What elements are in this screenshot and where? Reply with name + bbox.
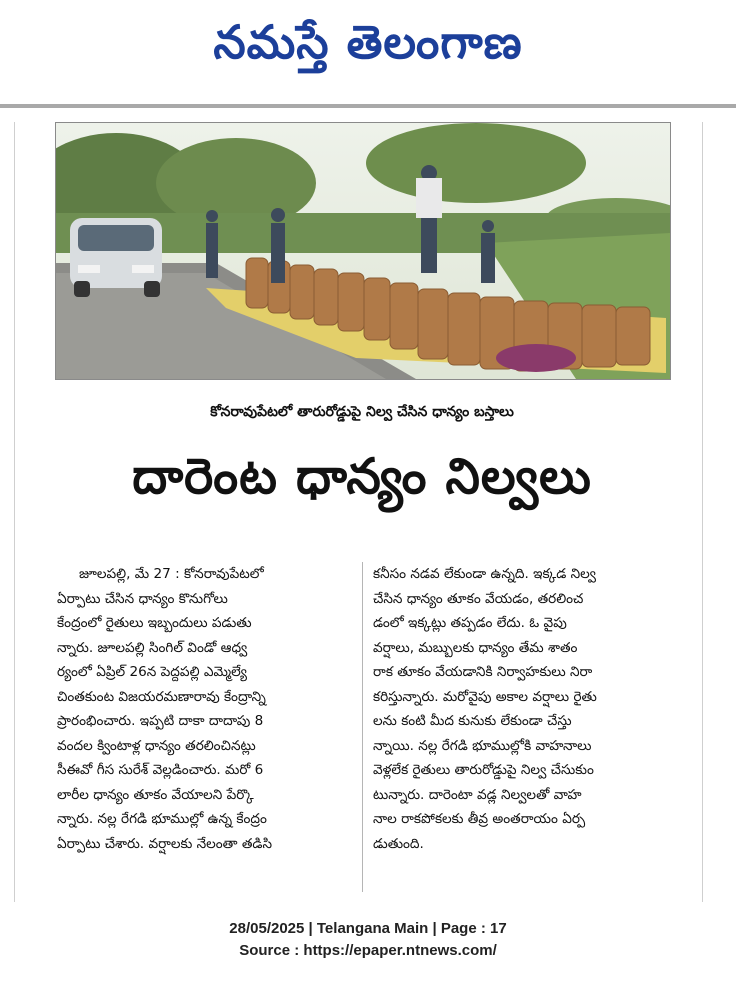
article-line: జూలపల్లి, మే 27 : కోనరావుపేటలో (79, 566, 264, 582)
page-border-right (702, 122, 703, 902)
article-line: న్నాయి. నల్ల రేగడి భూముల్లోకి వాహనాలు (373, 737, 592, 754)
article-line: వందల క్వింటాళ్ల ధాన్యం తరలించినట్లు (57, 737, 256, 754)
article-line: నాల రాకపోకలకు తీవ్ర అంతరాయం ఏర్ప (373, 811, 586, 827)
article-line: చింతకుంట విజయరమణారావు కేంద్రాన్ని (57, 688, 266, 705)
article-line: డంలో ఇక్కట్లు తప్పడం లేదు. ఓ వైపు (373, 615, 567, 631)
page-border-left (14, 122, 15, 902)
article-line: కరిస్తున్నారు. మరోవైపు అకాల వర్షాలు రైతు (373, 688, 597, 705)
article-line: కేంద్రంలో రైతులు ఇబ్బందులు పడుతు (57, 615, 252, 631)
article-line: న్నారు. జూలపల్లి సింగిల్ విండో ఆధ్వ (57, 639, 248, 656)
article-line: లను కంటి మీద కునుకు లేకుండా చేస్తు (373, 713, 572, 729)
masthead (0, 0, 736, 96)
footer-source: Source : https://epaper.ntnews.com/ (239, 942, 497, 959)
article-headline: దారెంట ధాన్యం నిల్వలు (132, 448, 592, 505)
article-line: ప్రారంభించారు. ఇప్పటి దాకా దాదాపు 8 (57, 713, 264, 729)
article-column-right (373, 562, 673, 856)
article-line: రాక తూకం వేయడానికి నిర్వాహకులు నిరా (373, 664, 593, 680)
article-line: చేసిన ధాన్యం తూకం వేయడం, తరలించ (373, 590, 584, 607)
article-line: టున్నారు. దారెంటా వడ్ల నిల్వలతో వాహ (373, 786, 582, 803)
article-line: డుతుంది. (373, 835, 424, 852)
footer-date-page: 28/05/2025 | Telangana Main | Page : 17 (229, 920, 507, 937)
newspaper-logo: నమస్తే తెలంగాణ (213, 15, 523, 69)
column-divider (362, 562, 363, 892)
article-line: ఏర్పాటు చేశారు. వర్షాలకు నేలంతా తడిసి (57, 835, 273, 852)
article-line: సీఈవో గీస సురేశ్ వెల్లడించారు. మరో 6 (57, 762, 264, 778)
article-photo (55, 122, 671, 380)
article-line: ర్యంలో ఏప్రిల్ 26న పెద్దపల్లి ఎమ్మెల్యే (57, 664, 247, 680)
article-column-left (57, 562, 353, 856)
article-line: కనీసం నడవ లేకుండా ఉన్నది. ఇక్కడ నిల్వ (373, 566, 596, 582)
article-line: వర్షాలు, మబ్బులకు ధాన్యం తేమ శాతం (373, 639, 578, 656)
photo-grain-bags-on-road-icon (56, 123, 670, 379)
article-line: లారీల ధాన్యం తూకం వేయాలని పేర్కొ (57, 786, 254, 803)
photo-caption: కోనరావుపేటలో తారురోడ్డుపై నిల్వ చేసిన ధాన్యం బస్తాలు (210, 404, 514, 420)
article-line: ఏర్పాటు చేసిన ధాన్యం కొనుగోలు (57, 590, 228, 607)
article-line: వెళ్లలేక రైతులు తారురోడ్డుపై నిల్వ చేసుకుం (373, 762, 594, 778)
masthead-rule (0, 104, 736, 108)
article-line: న్నారు. నల్ల రేగడి భూముల్లో ఉన్న కేంద్రం (57, 811, 267, 827)
